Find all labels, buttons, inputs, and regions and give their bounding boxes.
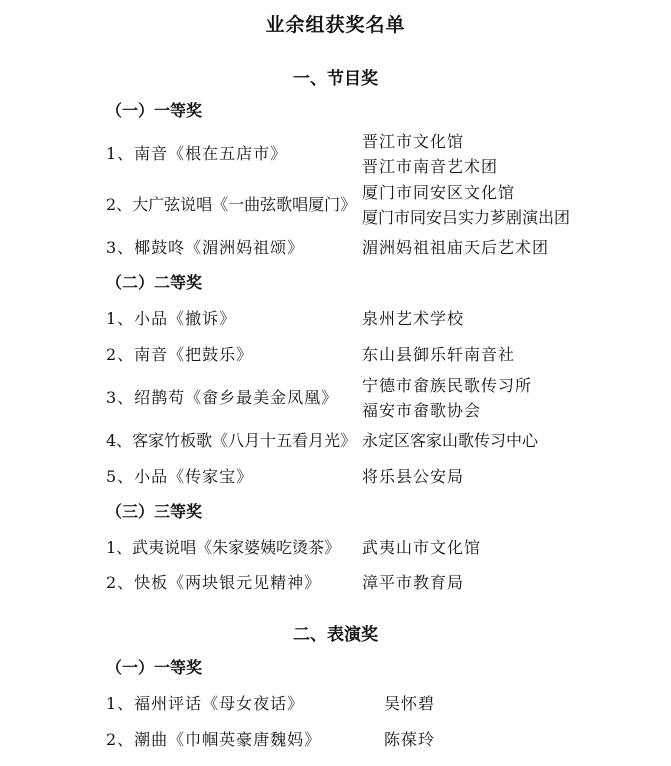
entry-program: 4、客家竹板歌《八月十五看月光》 (106, 431, 357, 450)
entry-program: 2、南音《把鼓乐》 (106, 345, 254, 364)
entry-performer: 吴怀碧 (384, 694, 436, 713)
entry-program: 5、小品《传家宝》 (106, 467, 254, 486)
entry-unit: 东山县御乐轩南音社 (362, 345, 516, 364)
entry-program: 2、大广弦说唱《一曲弦歌唱厦门》 (106, 195, 357, 214)
entry-program: 1、武夷说唱《朱家婆姨吃烫茶》 (106, 538, 341, 557)
entry-unit: 福安市畲歌协会 (362, 401, 482, 420)
group-title-first-prize: （一）一等奖 (106, 658, 203, 677)
page-title: 业余组获奖名单 (265, 14, 406, 36)
entry-unit: 厦门市同安吕实力芗剧演出团 (362, 208, 571, 227)
entry-performer: 陈葆玲 (384, 730, 436, 749)
entry-program: 2、快板《两块银元见精神》 (106, 573, 322, 592)
entry-unit: 厦门市同安区文化馆 (362, 183, 516, 202)
entry-program: 1、小品《撤诉》 (106, 309, 237, 328)
entry-unit: 永定区客家山歌传习中心 (362, 431, 539, 450)
entry-program: 1、福州评话《母女夜话》 (106, 694, 305, 713)
entry-program: 3、椰鼓咚《湄洲妈祖颂》 (106, 238, 305, 257)
entry-unit: 漳平市教育局 (362, 573, 465, 592)
entry-unit: 晋江市文化馆 (362, 132, 465, 151)
section-title-performance-award: 二、表演奖 (293, 625, 378, 645)
entry-program: 2、潮曲《巾帼英豪唐魏妈》 (106, 730, 322, 749)
entry-unit: 宁德市畲族民歌传习所 (362, 376, 533, 395)
entry-program: 3、绍鹊苟《畲乡最美金凤凰》 (106, 388, 339, 407)
entry-unit: 武夷山市文化馆 (362, 538, 482, 557)
entry-unit: 湄洲妈祖祖庙天后艺术团 (362, 238, 550, 257)
group-title-second-prize: （二）二等奖 (106, 273, 203, 292)
group-title-third-prize: （三）三等奖 (106, 502, 203, 521)
group-title-first-prize: （一）一等奖 (106, 101, 203, 120)
entry-unit: 泉州艺术学校 (362, 309, 465, 328)
entry-unit: 将乐县公安局 (362, 467, 465, 486)
section-title-program-award: 一、节目奖 (293, 69, 378, 89)
entry-program: 1、南音《根在五店市》 (106, 144, 288, 163)
entry-unit: 晋江市南音艺术团 (362, 157, 499, 176)
